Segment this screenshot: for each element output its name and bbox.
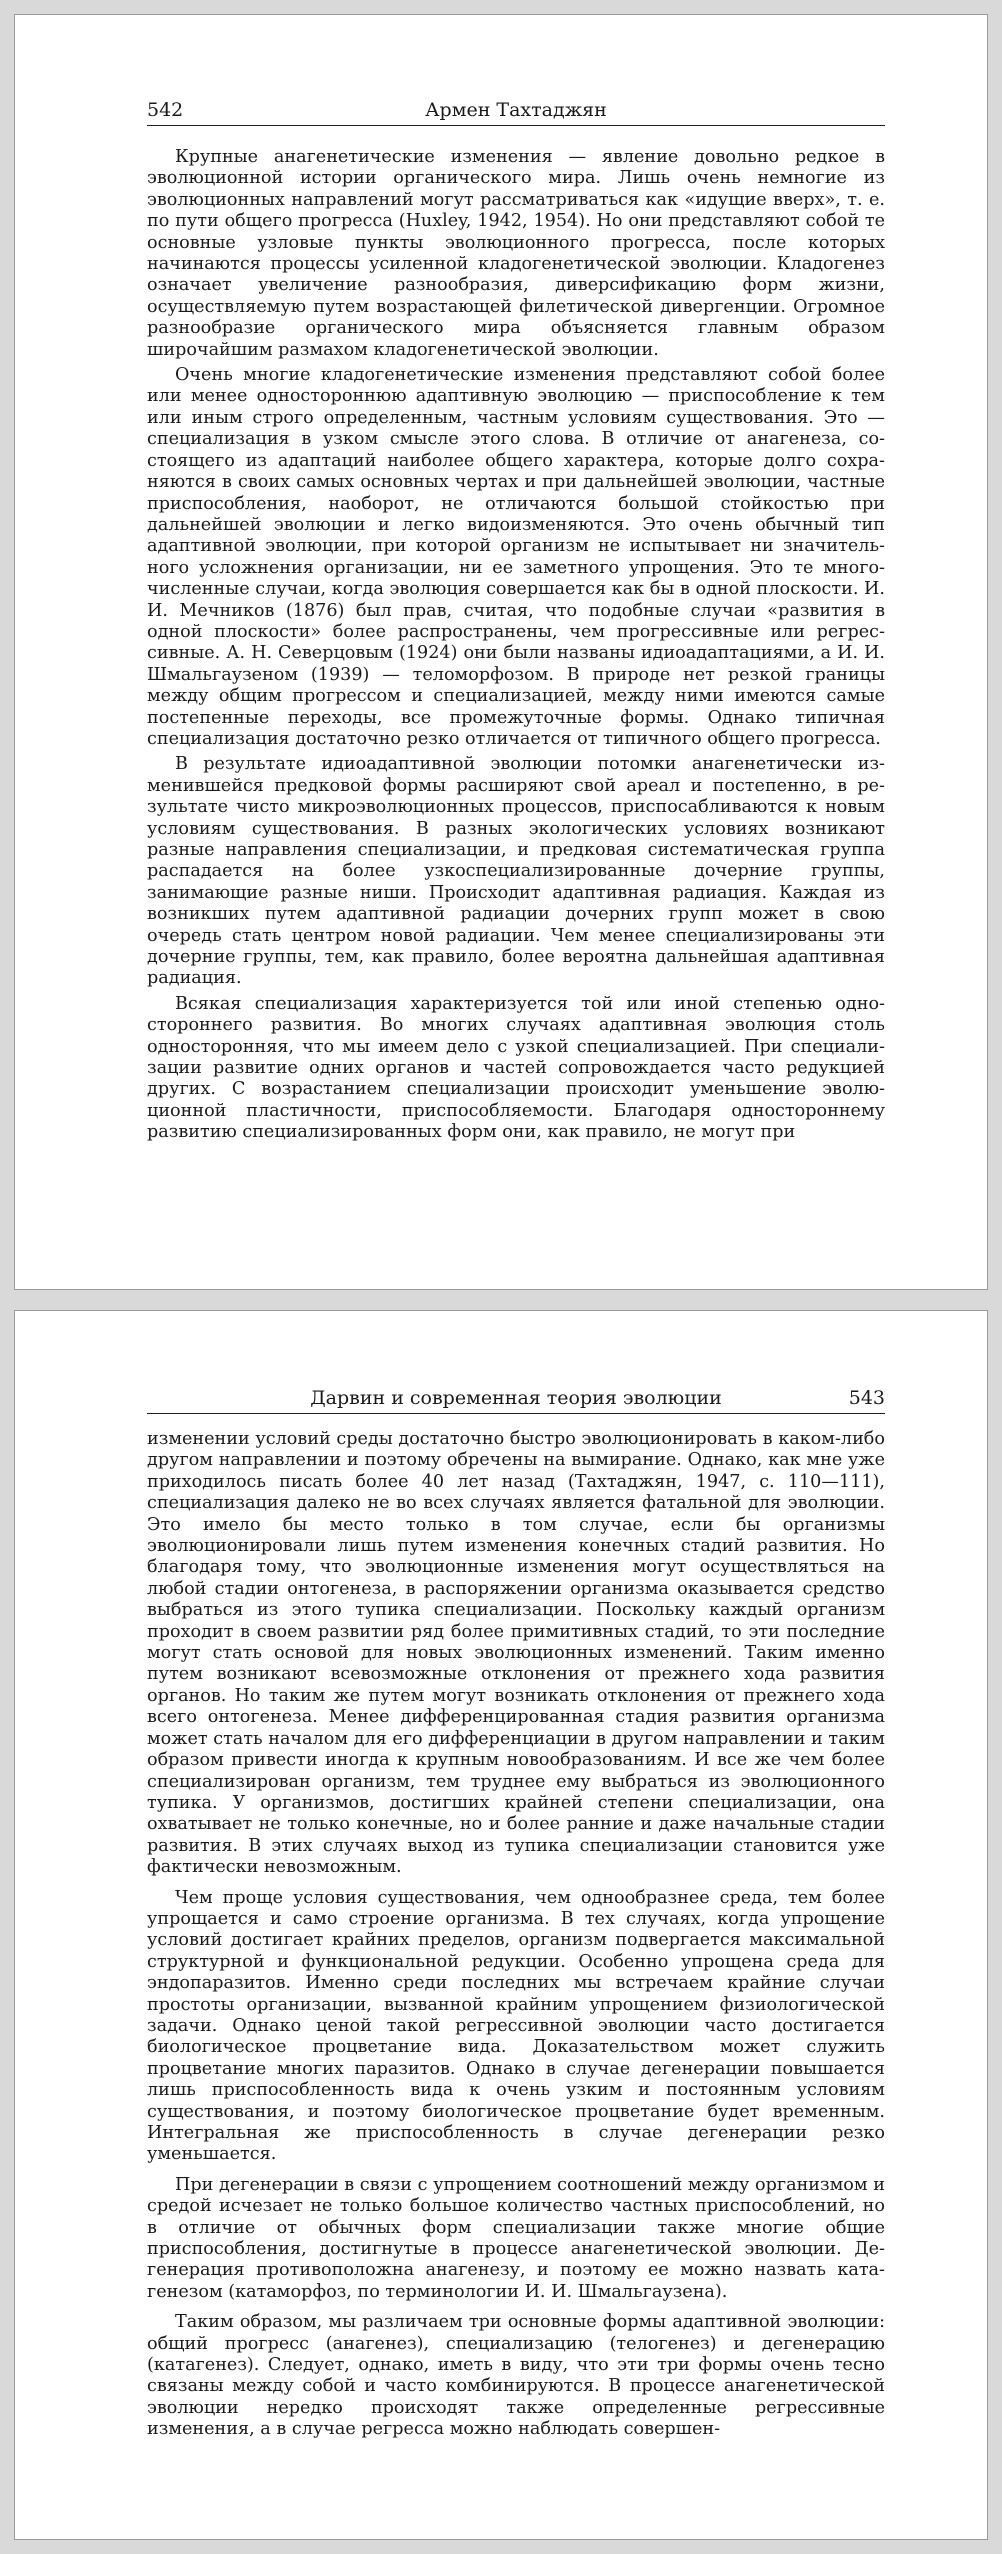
book-page-543	[14, 1310, 988, 2540]
paragraph: Крупные анагенетические изменения — явление довольно редкое в эволюционной истории органического мира. Лишь очень немногие из эволюционных направлений могут рассматриваться как «идущие вверх», т. е. по пути общего прогресса (Huxley, 1942, 1954). Но они представляют собой те основные узловые пункты эволюционного прогресса, после которых начинаются процессы усиленной кладогенетической эволюции. Кладогенез означает увеличение разнообразия, диверсификацию форм жизни, осуществляемую путем возрастающей филетической дивергенции. Огромное разнообразие органического мира объясняется главным образом широчайшим размахом кладогенетической эволюции.	[147, 147, 885, 360]
page-text	[147, 147, 885, 1144]
page-number: 543	[848, 1387, 885, 1409]
paragraph: Всякая специализация характеризуется той или иной степенью одностороннего развития. Во многих случаях адаптивная эволюция столь односторонняя, что мы имеем дело с узкой специализацией. При специализации развитие одних органов и частей сопровождается часто редукцией других. С возрастанием специализации происходит уменьшение эволюционной пластичности, приспособляемости. Благодаря одностороннему развитию специализированных форм они, как правило, не могут при	[147, 993, 885, 1143]
paragraph-continued: изменении условий среды достаточно быстро эволюционировать в каком-либо другом направлении и поэтому обречены на вымирание. Однако, как мне уже приходилось писать более 40 лет назад (Тахтаджян, 1947, с. 110—111), специализация далеко не во всех случаях является фатальной для эволюции. Это имело бы место только в том случае, если бы организмы эволюционировали лишь путем изменения конечных стадий развития. Но благодаря тому, что эволюционные изменения могут осуществляться на любой стадии онтогенеза, в распоряжении организма оказывается средство выбраться из этого тупика специализации. Поскольку каждый организм проходит в своем развитии ряд более примитивных стадий, то эти последние могут стать основой для новых эволюционных изменений. Таким именно путем возникают всевозможные отклонения от прежнего хода развития органов. Но таким же путем могут возникать отклонения от прежнего хода всего онтогенеза. Менее дифференцированная стадия развития организма может стать началом для его дифференциации в другом направлении и таким образом привести иногда к крупным новообразованиям. И все же чем более специализирован организм, тем труднее ему выбраться из эволюционного тупика. У организмов, достигших крайней степени специализации, она охватывает не только конечные, но и более ранние и даже начальные стадии развития. В этих случаях выход из тупика специализации становится уже фактически невозможным.	[147, 1429, 885, 1878]
paragraph: В результате идиоадаптивной эволюции потомки анагенетически изменившейся предковой формы расширяют свой ареал и постепенно, в результате чисто микроэволюционных процессов, приспосабливаются к новым условиям существования. В разных экологических условиях возникают разные направления специализации, и предковая систематическая группа распадается на более узкоспециализированные дочерние группы, занимающие разные ниши. Происходит адаптивная радиация. Каждая из возникших путем адаптивной радиации дочерних групп может в свою очередь стать центром новой радиации. Чем менее специализированы эти дочерние группы, тем, как правило, более вероятна дальнейшая адаптивная радиация.	[147, 754, 885, 989]
paragraph: Очень многие кладогенетические изменения представляют собой более или менее одностороннюю адаптивную эволюцию — приспособление к тем или иным строго определенным, частным условиям существования. Это — специализация в узком смысле этого слова. В отличие от анагенеза, состоящего из адаптаций наиболее общего характера, которые долго сохраняются в своих самых основных чертах и при дальнейшей эволюции, частные приспособления, наоборот, не отличаются большой стойкостью при дальнейшей эволюции и легко видоизменяются. Это очень обычный тип адаптивной эволюции, при которой организм не испытывает ни значительного усложнения организации, ни ее заметного упрощения. Это те многочисленные случаи, когда эволюция совершается как бы в одной плоскости. И. И. Мечников (1876) был прав, считая, что подобные случаи «развития в одной плоскости» более распространены, чем прогрессивные или регрессивные. А. Н. Северцовым (1924) они были названы идиоадаптациями, а И. И. Шмальгаузеном (1939) — теломорфозом. В природе нет резкой границы между общим прогрессом и специализацией, между ними имеются самые постепенные переходы, все промежуточные формы. Однако типичная специализация достаточно резко отличается от типичного общего прогресса.	[147, 365, 885, 749]
running-head-title: Дарвин и современная теория эволюции	[310, 1387, 722, 1409]
running-head-title: Армен Тахтаджян	[425, 99, 607, 121]
page-text	[147, 1429, 885, 2441]
paragraph: Чем проще условия существования, чем однообразнее среда, тем более упрощается и само строение организма. В тех случаях, когда упрощение условий достигает крайних пределов, организм подвергается максимальной структурной и функциональной редукции. Особенно упрощена среда для эндопаразитов. Именно среди последних мы встречаем крайние случаи простоты организации, вызванной крайним упрощением физиологической задачи. Однако ценой такой регрессивной эволюции часто достигается биологическое процветание вида. Доказательством может служить процветание многих паразитов. Однако в случае дегенерации повышается лишь приспособленность вида к очень узким и постоянным условиям существования, и поэтому биологическое процветание будет временным. Интегральная же приспособленность в случае дегенерации резко уменьшается.	[147, 1887, 885, 2165]
page-number: 542	[147, 99, 184, 121]
paragraph: При дегенерации в связи с упрощением соотношений между организмом и средой исчезает не только большое количество частных приспособлений, но в отличие от обычных форм специализации также многие общие приспособления, достигнутые в процессе анагенетической эволюции. Дегенерация противоположна анагенезу, и поэтому ее можно назвать катагенезом (катаморфоз, по терминологии И. И. Шмальгаузена).	[147, 2174, 885, 2302]
running-head	[147, 95, 885, 126]
running-head	[147, 1383, 885, 1414]
book-page-542	[14, 14, 988, 1290]
paragraph: Таким образом, мы различаем три основные формы адаптивной эволюции: общий прогресс (анагенез), специализацию (телогенез) и дегенерацию (катагенез). Следует, однако, иметь в виду, что эти три формы очень тесно связаны между собой и часто комбинируются. В процессе анагенетической эволюции нередко происходят также определенные регрессивные изменения, а в случае регресса можно наблюдать совершен-	[147, 2312, 885, 2440]
